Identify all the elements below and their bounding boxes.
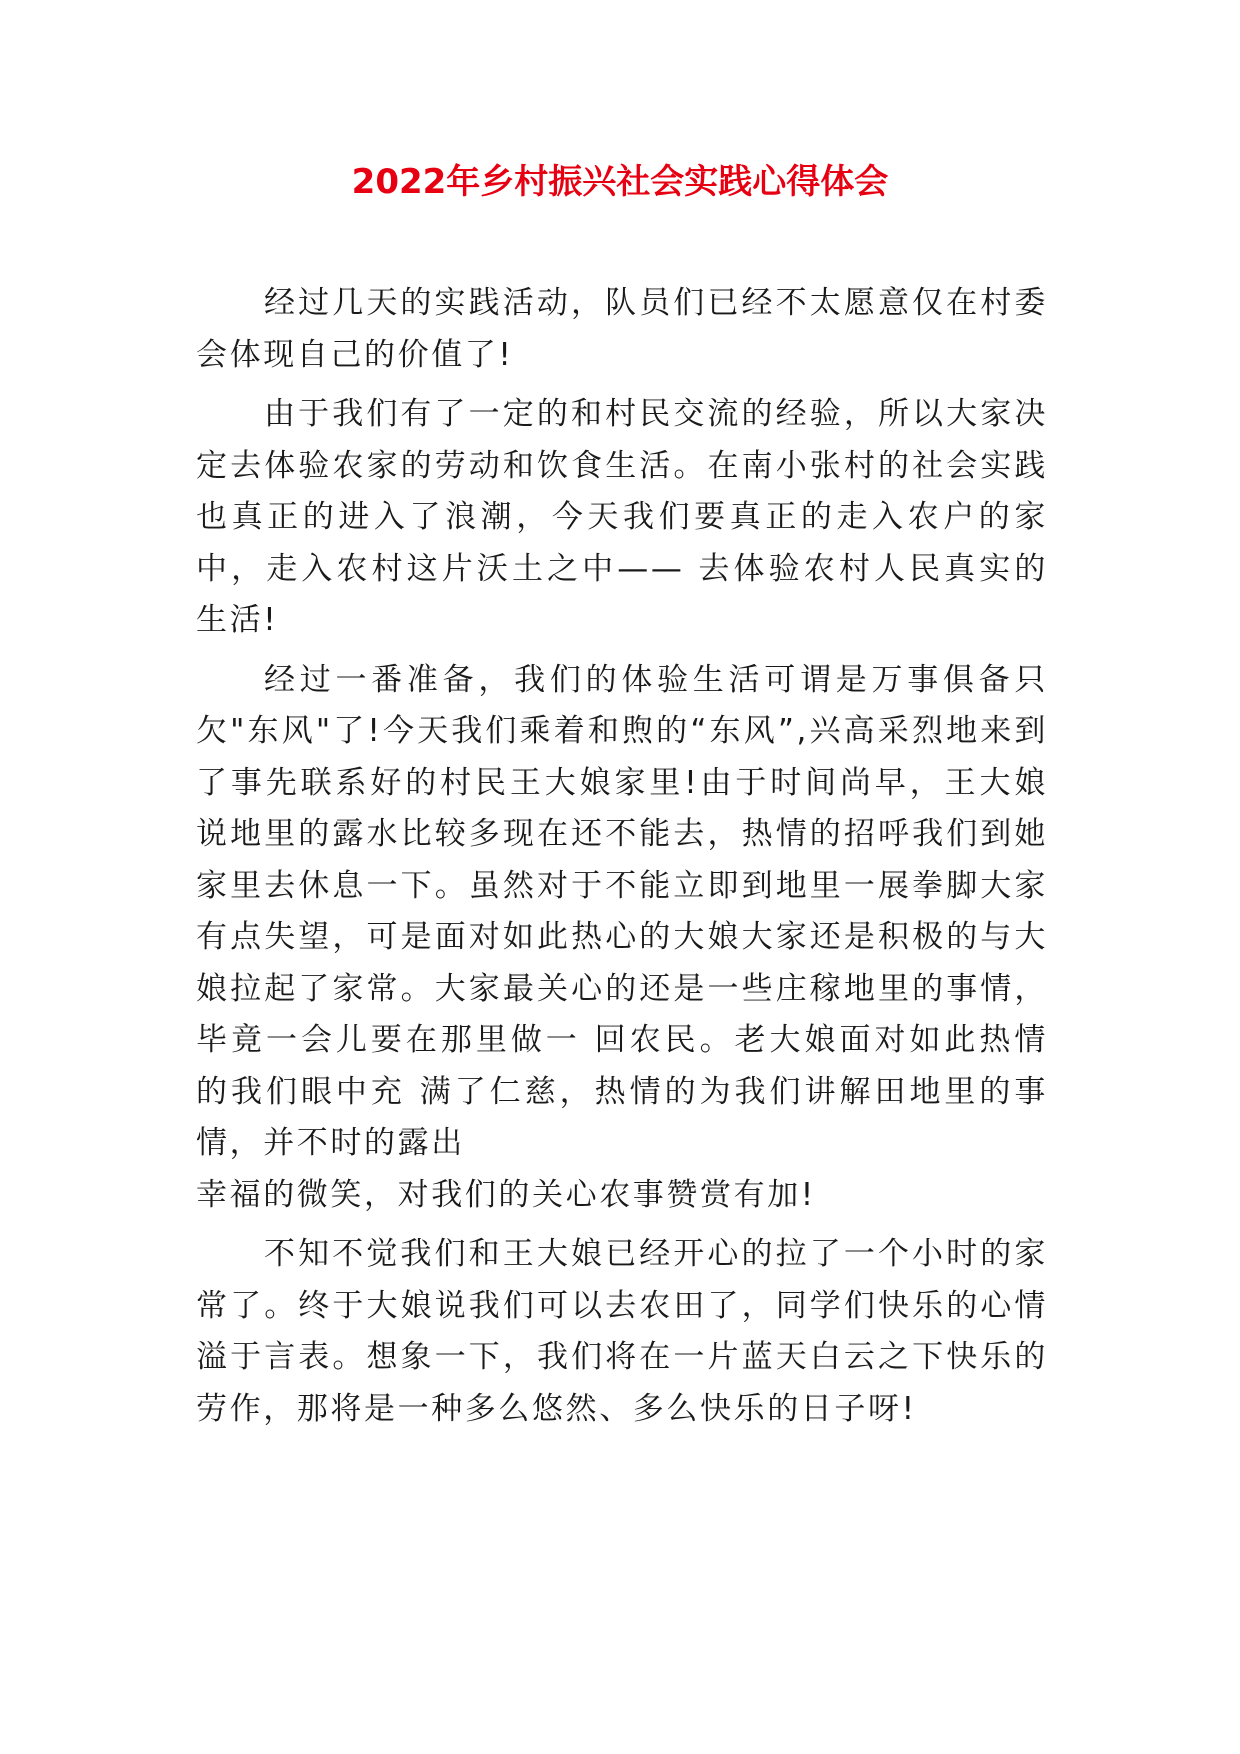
paragraph-4: 不知不觉我们和王大娘已经开心的拉了一个小时的家常了。终于大娘说我们可以去农田了，同学们快乐的心情溢于言表。想象一下，我们将在一片蓝天白云之下快乐的劳作，那将是一种多么悠然、多么快乐的日子呀! (196, 1236, 1048, 1427)
document-title: 2022年乡村振兴社会实践心得体会 (351, 162, 889, 202)
paragraph-1: 经过几天的实践活动，队员们已经不太愿意仅在村委会体现自己的价值了! (196, 285, 1048, 373)
paragraph-3: 经过一番准备，我们的体验生活可谓是万事俱备只欠"东风"了!今天我们乘着和煦的“东风”,兴高采烈地来到了事先联系好的村民王大娘家里!由于时间尚早，王大娘说地里的露水比较多现在还不能去，热情的招呼我们到她家里去休息一下。虽然对于不能立即到地里一展拳脚大家有点失望，可是面对如此热心的大娘大家还是积极的与大娘拉起了家常。大家最关心的还是一些庄稼地里的事情，毕竟一会儿要在那里做一 回农民。老大娘面对如此热情的我们眼中充 满了仁慈，热情的为我们讲解田地里的事情，并不时的露出 (196, 661, 1048, 1161)
paragraph-2: 由于我们有了一定的和村民交流的经验，所以大家决定去体验农家的劳动和饮食生活。在南小张村的社会实践也真正的进入了浪潮，今天我们要真正的走入农户的家中，走入农村这片沃土之中—— 去体验农村人民真实的生活! (196, 396, 1048, 638)
paragraph-3-continued: 幸福的微笑，对我们的关心农事赞赏有加! (196, 1176, 816, 1213)
document-body (196, 278, 1048, 1443)
